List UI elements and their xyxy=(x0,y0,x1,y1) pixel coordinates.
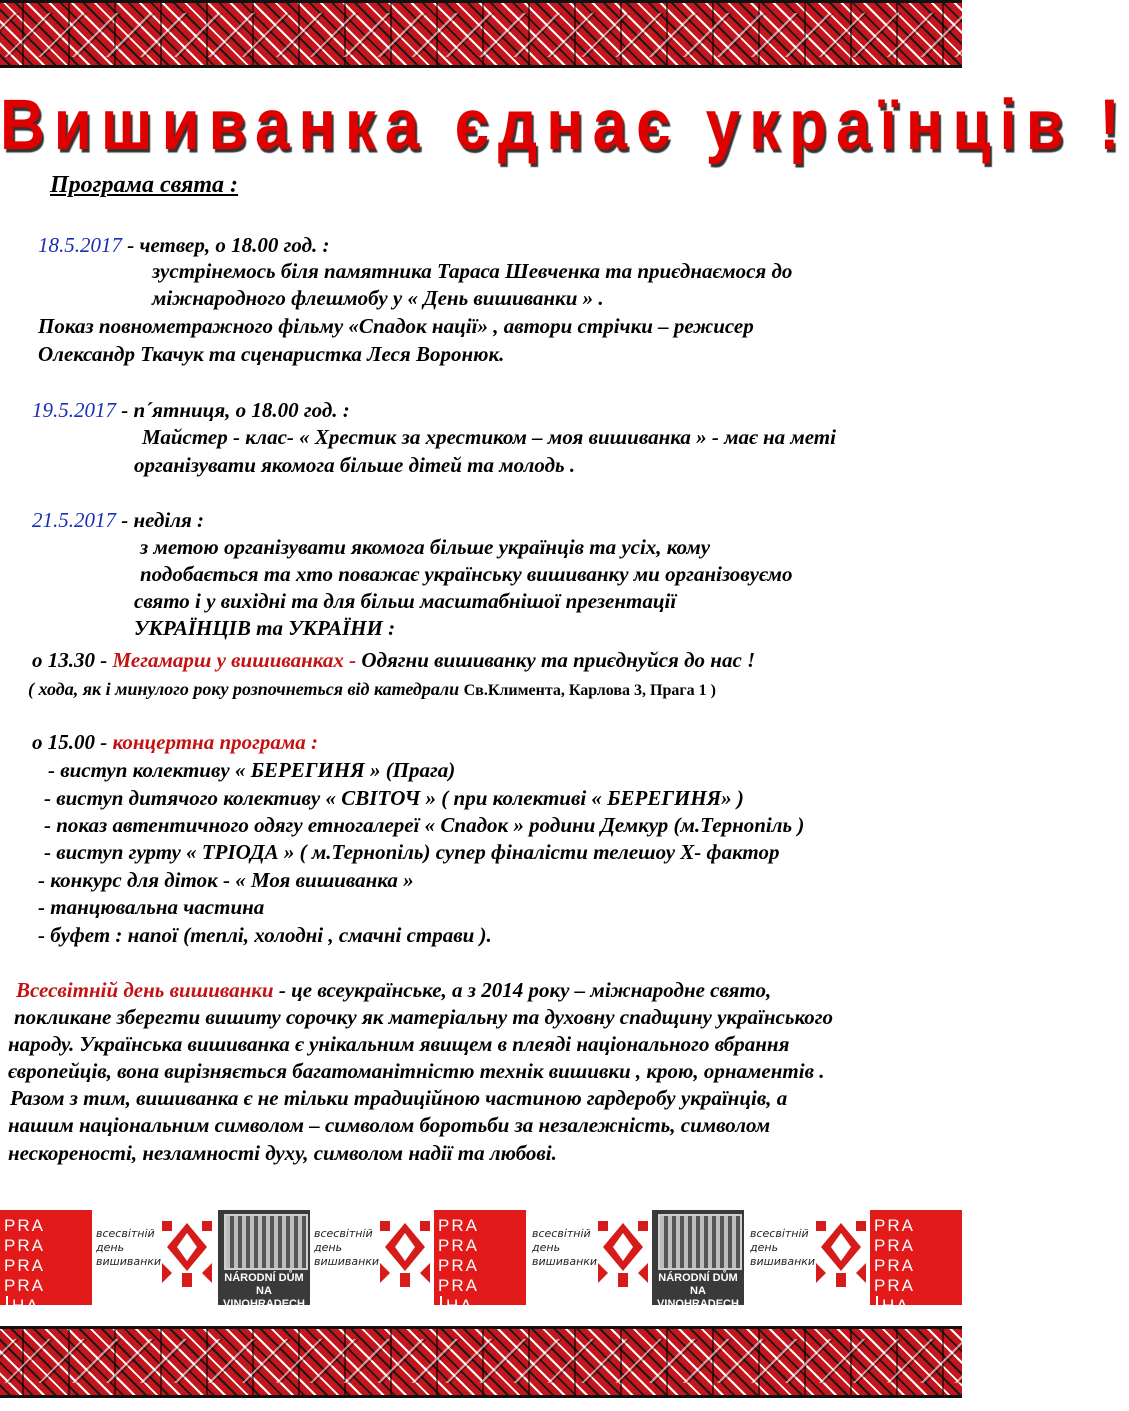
about-line1 xyxy=(16,977,771,1004)
vyshyvanka-day-logo: всесвітній день вишиванки xyxy=(96,1215,214,1295)
narodni-dum-logo: NÁRODNÍ DŮM NA VINOHRADECH xyxy=(652,1210,744,1305)
embroidery-tree-icon xyxy=(596,1215,650,1291)
concert-time: о 15.00 - xyxy=(32,730,113,754)
march-note-a: ( хода, як і минулого року розпочнеться від катедрали xyxy=(28,679,464,699)
building-image xyxy=(224,1214,308,1270)
day3-line1: з метою організувати якомога більше українців та усіх, кому xyxy=(140,535,711,559)
concert-item: - виступ гурту « ТРІОДА » ( м.Тернопіль) супер фіналісти телешоу Х- фактор xyxy=(44,840,780,864)
day3-header xyxy=(32,507,204,534)
about-line6: нашим національним символом – символом боротьби за незалежність, символом xyxy=(8,1113,771,1137)
day3-line4: УКРАЇНЦІВ та УКРАЇНИ : xyxy=(134,616,396,640)
concert-item: - конкурс для діток - « Моя вишиванка » xyxy=(38,868,414,892)
day3-line3: свято і у вихідні та для більш масштабнішої презентації xyxy=(134,589,677,613)
about-line2: покликане зберегти вишиту сорочку як матеріальну та духовну спадщину українського xyxy=(14,1005,834,1029)
praha-logo: PRA PRA PRA PRA HA xyxy=(434,1210,526,1305)
march-line xyxy=(32,647,755,674)
day1-line2: міжнародного флешмобу у « День вишиванки » . xyxy=(152,286,604,310)
praha-logo: PRA PRA PRA PRA HA xyxy=(870,1210,962,1305)
concert-header xyxy=(32,729,318,756)
embroidery-tree-icon xyxy=(378,1215,432,1291)
day2-header xyxy=(32,397,350,424)
march-note xyxy=(28,676,716,704)
day3-date: 21.5.2017 xyxy=(32,508,116,532)
day1-line3: Показ повнометражного фільму «Спадок нації» , автори стрічки – режисер xyxy=(38,314,754,338)
concert-item: - танцювальна частина xyxy=(38,895,265,919)
day2-when: - п´ятниця, о 18.00 год. : xyxy=(116,398,350,422)
day1-line4: Олександр Ткачук та сценаристка Леся Воронюк. xyxy=(38,342,505,366)
vyshyvanka-day-logo: всесвітній день вишиванки xyxy=(314,1215,432,1295)
day1-header xyxy=(38,232,329,259)
embroidery-tree-icon xyxy=(160,1215,214,1291)
about-line1-text: - це всеукраїнське, а з 2014 року – міжнародне свято, xyxy=(273,978,772,1002)
concert-item: - виступ колективу « БЕРЕГИНЯ » (Прага) xyxy=(48,758,456,782)
concert-item: - виступ дитячого колективу « СВІТОЧ » ( при колективі « БЕРЕГИНЯ» ) xyxy=(44,786,744,810)
embroidery-border-top xyxy=(0,0,962,68)
sponsor-logos xyxy=(0,1210,962,1315)
building-image xyxy=(658,1214,742,1270)
about-line3: народу. Українська вишиванка є унікальним явищем в плеяді національного вбрання xyxy=(8,1032,790,1056)
concert-item: - буфет : напої (теплі, холодні , смачні страви ). xyxy=(38,923,492,947)
narodni-dum-logo: NÁRODNÍ DŮM NA VINOHRADECH xyxy=(218,1210,310,1305)
about-line7: нескореності, незламності духу, символом надії та любові. xyxy=(8,1141,557,1165)
page-title: Вишиванка єднає українців ! xyxy=(0,85,1129,166)
about-highlight: Всесвітній день вишиванки xyxy=(16,978,274,1002)
day3-when: - неділя : xyxy=(116,508,205,532)
day2-date: 19.5.2017 xyxy=(32,398,116,422)
day1-date: 18.5.2017 xyxy=(38,233,122,257)
concert-name: концертна програма : xyxy=(112,730,319,754)
about-line4: європейців, вона вирізняється багатоманітністю технік вишивки , крою, орнаментів . xyxy=(8,1059,825,1083)
march-name: Мегамарш у вишиванках - xyxy=(112,648,362,672)
program-heading: Програма свята : xyxy=(50,172,239,198)
embroidery-tree-icon xyxy=(814,1215,868,1291)
day2-line1: Майстер - клас- « Хрестик за хрестиком – моя вишиванка » - має на меті xyxy=(142,425,836,449)
embroidery-border-bottom xyxy=(0,1326,962,1398)
praha-logo: PRA PRA PRA PRA HA xyxy=(0,1210,92,1305)
about-line5: Разом з тим, вишиванка є не тільки традиційною частиною гардеробу українців, а xyxy=(10,1086,788,1110)
march-note-b: Св.Климента, Карлова 3, Прага 1 ) xyxy=(463,682,716,699)
day1-line1: зустрінемось біля памятника Тараса Шевченка та приєднаємося до xyxy=(152,259,793,283)
march-rest: Одягни вишиванку та приєднуйся до нас ! xyxy=(361,648,756,672)
day1-when: - четвер, о 18.00 год. : xyxy=(122,233,330,257)
vyshyvanka-day-logo: всесвітній день вишиванки xyxy=(750,1215,868,1295)
march-time: о 13.30 - xyxy=(32,648,113,672)
concert-item: - показ автентичного одягу етногалереї « Спадок » родини Демкур (м.Тернопіль ) xyxy=(44,813,805,837)
day3-line2: подобається та хто поважає українську вишиванку ми організовуємо xyxy=(140,562,793,586)
day2-line2: організувати якомога більше дітей та молодь . xyxy=(134,453,576,477)
vyshyvanka-day-logo: всесвітній день вишиванки xyxy=(532,1215,650,1295)
